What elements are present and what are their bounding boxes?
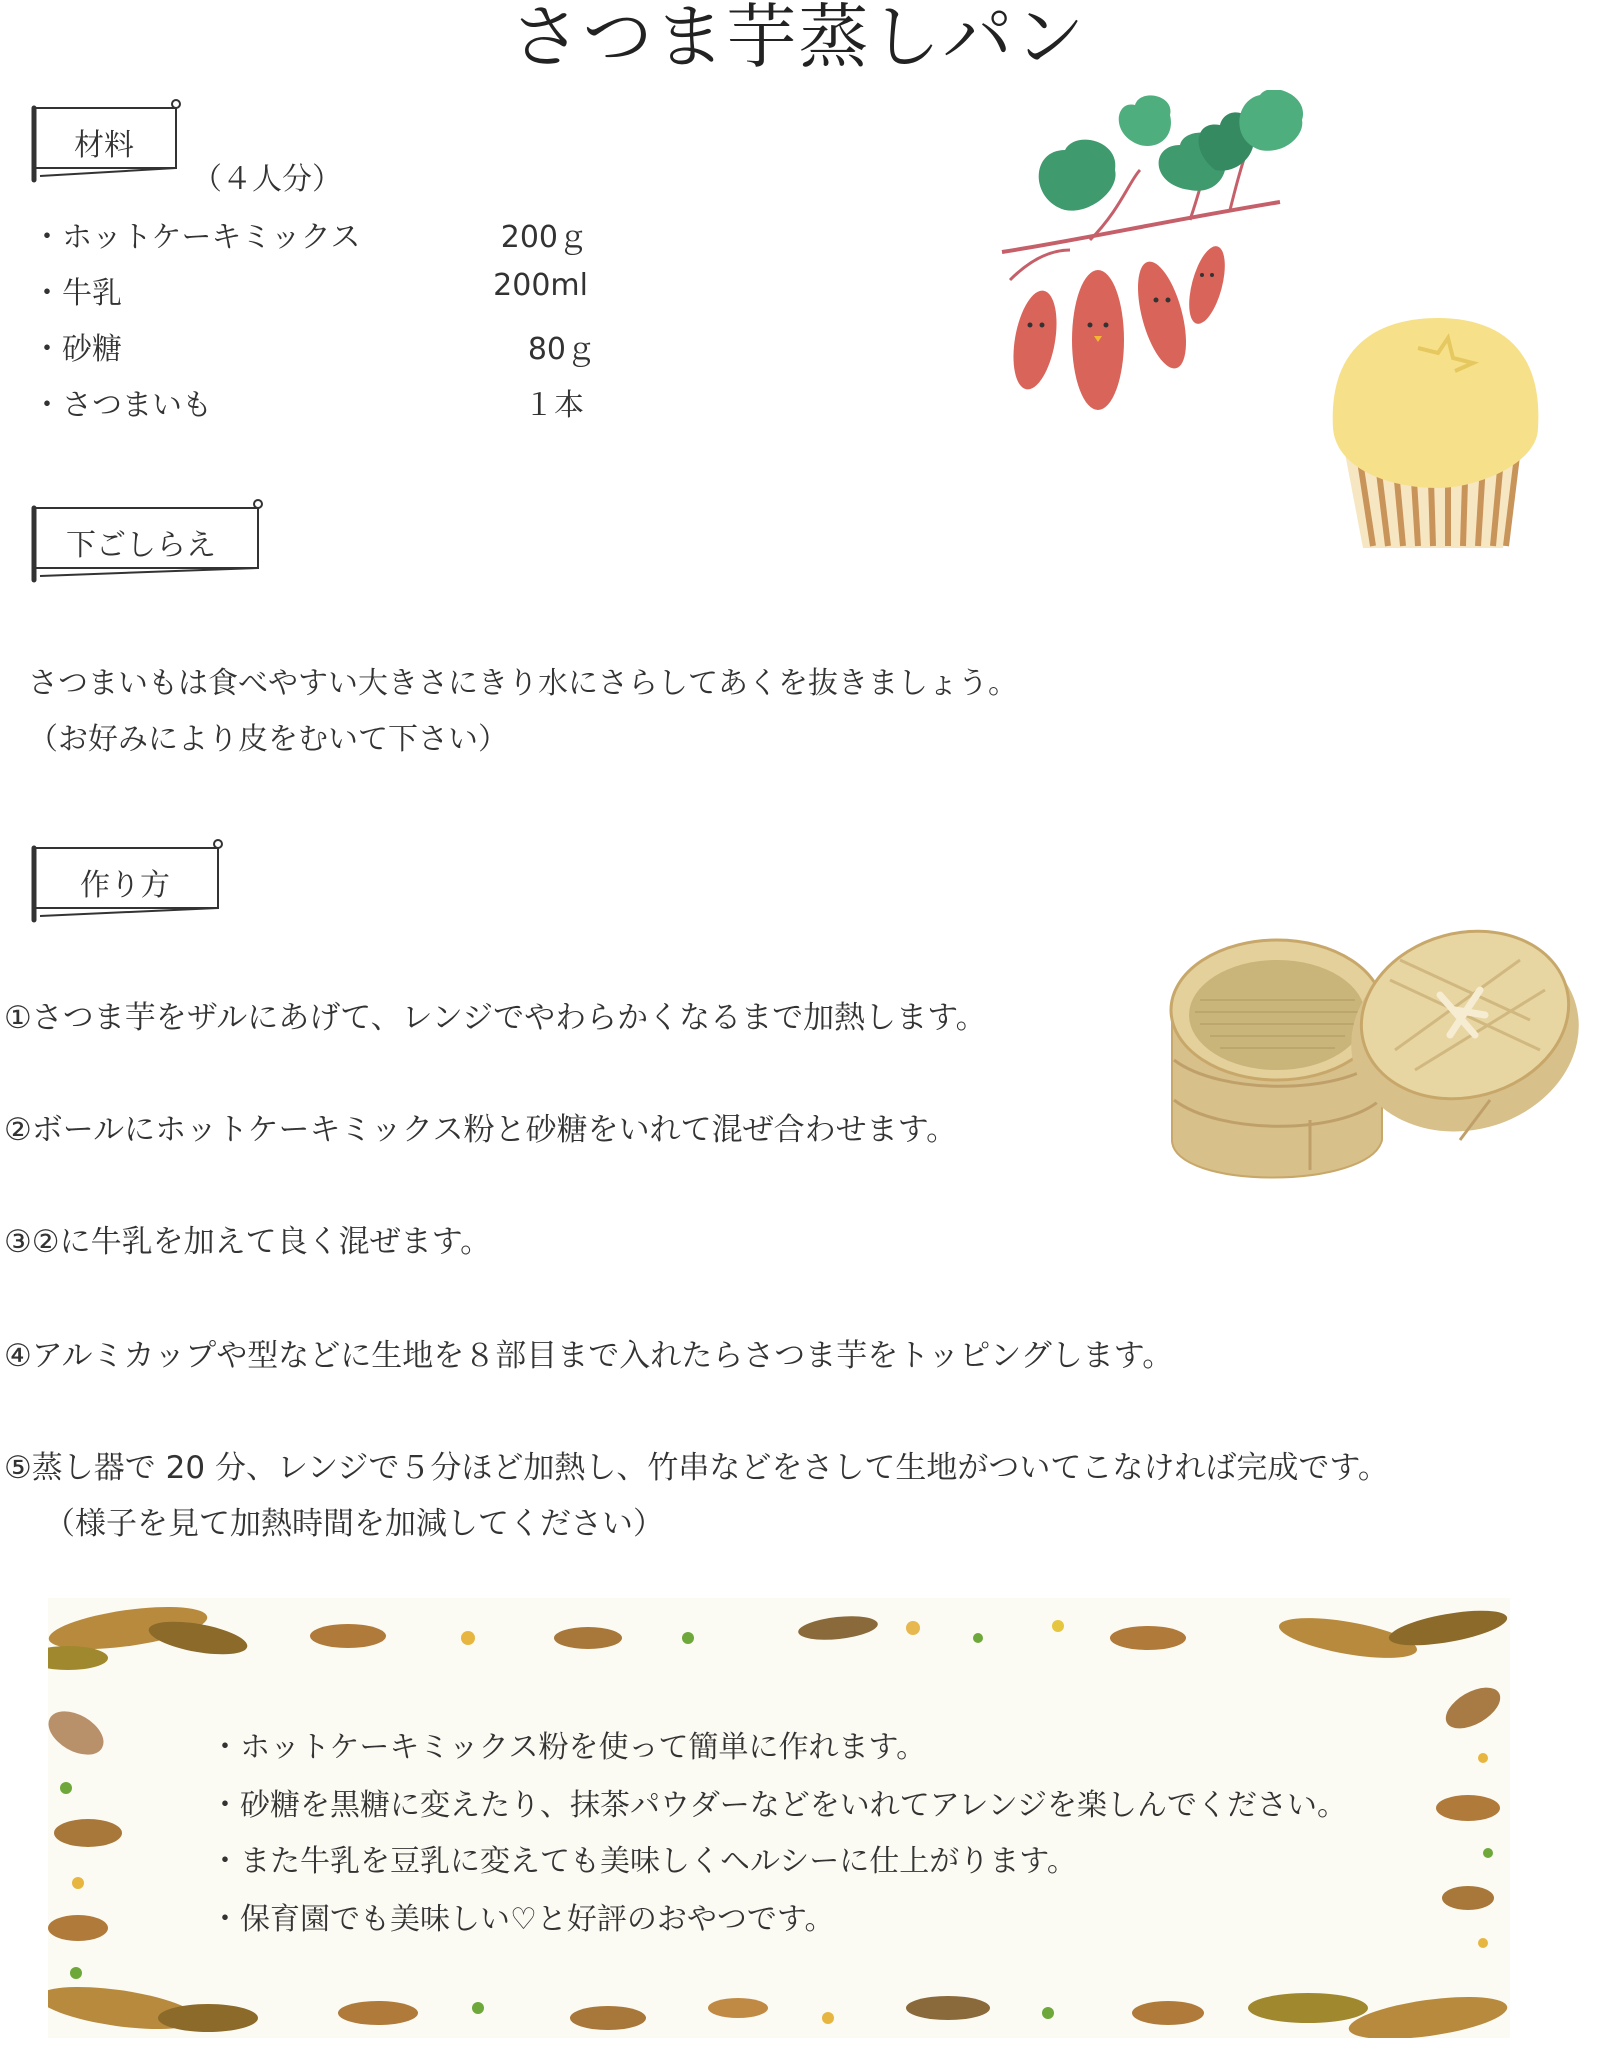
method-step: ③②に牛乳を加えて良く混ぜます。 bbox=[4, 1224, 492, 1260]
ingredient-name: ・ホットケーキミックス bbox=[32, 220, 361, 255]
tip-item: ・また牛乳を豆乳に変えても美味しくヘルシーに仕上がります。 bbox=[210, 1844, 1077, 1879]
ingredient-name: ・牛乳 bbox=[32, 276, 122, 311]
prep-line: （お好みにより皮をむいて下さい） bbox=[28, 722, 508, 757]
tip-item: ・砂糖を黒糖に変えたり、抹茶パウダーなどをいれてアレンジを楽しんでください。 bbox=[210, 1788, 1347, 1823]
method-heading bbox=[26, 838, 226, 924]
method-step: ⑤蒸し器で 20 分、レンジで５分ほど加熱し、竹串などをさして生地がついてこなければ完成です。 bbox=[4, 1450, 1389, 1486]
prep-heading bbox=[26, 498, 266, 584]
ingredient-amount: 80ｇ bbox=[527, 332, 596, 367]
ingredients-heading-label: 材料 bbox=[74, 128, 134, 163]
method-heading-label: 作り方 bbox=[80, 868, 170, 903]
ingredients-heading bbox=[26, 98, 186, 184]
ingredient-amount: 200ml bbox=[493, 268, 588, 303]
tip-item: ・ホットケーキミックス粉を使って簡単に作れます。 bbox=[210, 1730, 927, 1765]
ingredient-name: ・砂糖 bbox=[32, 332, 122, 367]
steamed-bun-icon bbox=[1328, 318, 1548, 558]
page-title: さつま芋蒸しパン bbox=[510, 0, 1087, 78]
ingredient-amount: １本 bbox=[524, 388, 584, 423]
prep-line: さつまいもは食べやすい大きさにきり水にさらしてあくを抜きましょう。 bbox=[28, 666, 1018, 701]
method-step: ④アルミカップや型などに生地を８部目まで入れたらさつま芋をトッピングします。 bbox=[4, 1338, 1174, 1374]
tip-item: ・保育園でも美味しい♡と好評のおやつです。 bbox=[210, 1902, 835, 1937]
prep-heading-label: 下ごしらえ bbox=[66, 528, 216, 563]
method-step: ②ボールにホットケーキミックス粉と砂糖をいれて混ぜ合わせます。 bbox=[4, 1112, 958, 1148]
sweet-potato-vine-icon bbox=[990, 90, 1320, 420]
ingredient-name: ・さつまいも bbox=[32, 388, 212, 423]
ingredient-amount: 200ｇ bbox=[500, 220, 588, 255]
bamboo-steamer-icon bbox=[1160, 900, 1590, 1230]
servings-text: （４人分） bbox=[192, 162, 342, 197]
method-step: ①さつま芋をザルにあげて、レンジでやわらかくなるまで加熱します。 bbox=[4, 1000, 987, 1036]
method-note: （様子を見て加熱時間を加減してください） bbox=[44, 1506, 664, 1542]
